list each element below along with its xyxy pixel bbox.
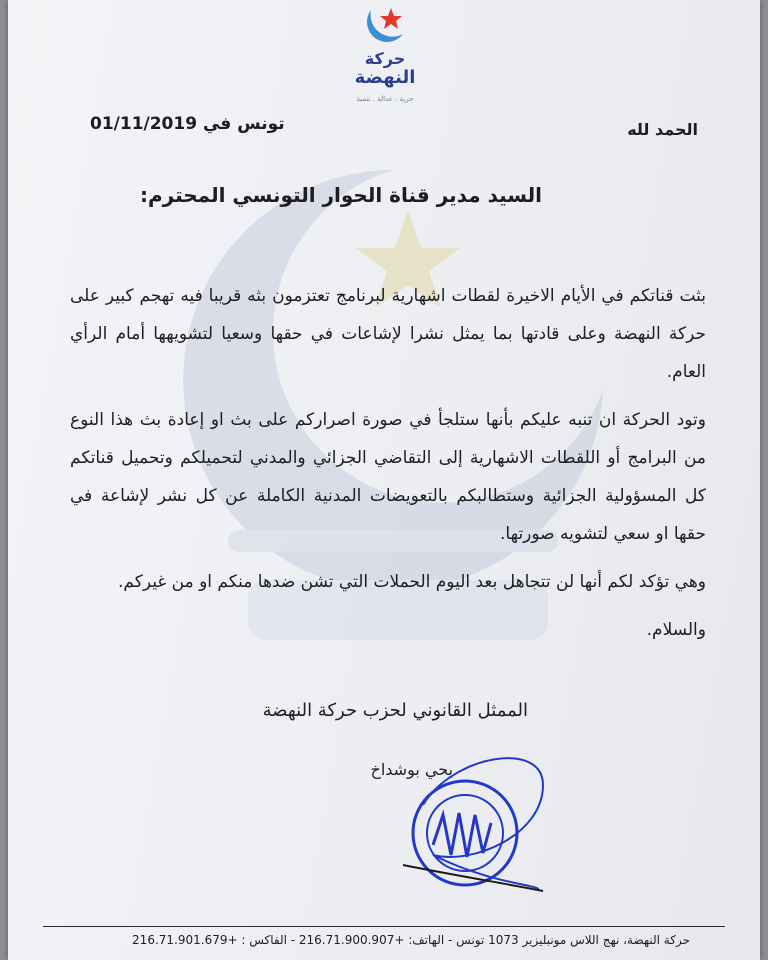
logo-line2: النهضة [354, 67, 416, 88]
party-logo [330, 0, 440, 110]
paragraph: بثت قناتكم في الأيام الاخيرة لقطات اشهارية لبرنامج تعتزمون بثه قريبا فيه تهجم كبير على حركة النهضة وعلى قادتها بما يمثل نشرا لإشاعات في حقها وسعيا لتشويهها أمام الرأي العام. [70, 286, 706, 382]
footer-divider [43, 926, 725, 927]
footer-contact: حركة النهضة، نهج اللاس مونبليزير 1073 تونس - الهاتف: +216.71.900.907 - الفاكس : +216.71.901.679 [132, 933, 690, 947]
paragraph: وهي تؤكد لكم أنها لن تتجاهل بعد اليوم الحملات التي تشن ضدها منكم او من غيركم. [118, 572, 706, 592]
basmala: الحمد لله [627, 120, 698, 139]
logo-line1: حركة [364, 49, 406, 68]
paragraph: وتود الحركة ان تنبه عليكم بأنها ستلجأ في صورة اصراركم على بث او إعادة بث هذا النوع من البرامج أو اللقطات الاشهارية إلى التقاضي الجزائي والمدني لتحميلكم وتحميل قناتكم كل المسؤولية الجزائية وستطالبكم بالتعويضات المدنية الكاملة عن كل نشر لإشاعة في حقها او سعي لتشويه صورتها. [70, 410, 706, 544]
letter-page [8, 0, 760, 960]
logo-motto: حرية . عدالة . تنمية [356, 95, 414, 103]
letter-date: تونس في 01/11/2019 [90, 114, 285, 134]
official-stamp [393, 745, 558, 895]
paragraph: والسلام. [646, 620, 706, 640]
addressee: السيد مدير قناة الحوار التونسي المحترم: [139, 183, 542, 207]
crescent-star-icon [345, 0, 425, 52]
signer-name: يحي بوشداخ [370, 760, 453, 779]
signatory-title: الممثل القانوني لحزب حركة النهضة [262, 700, 528, 721]
letter-body [70, 277, 706, 659]
